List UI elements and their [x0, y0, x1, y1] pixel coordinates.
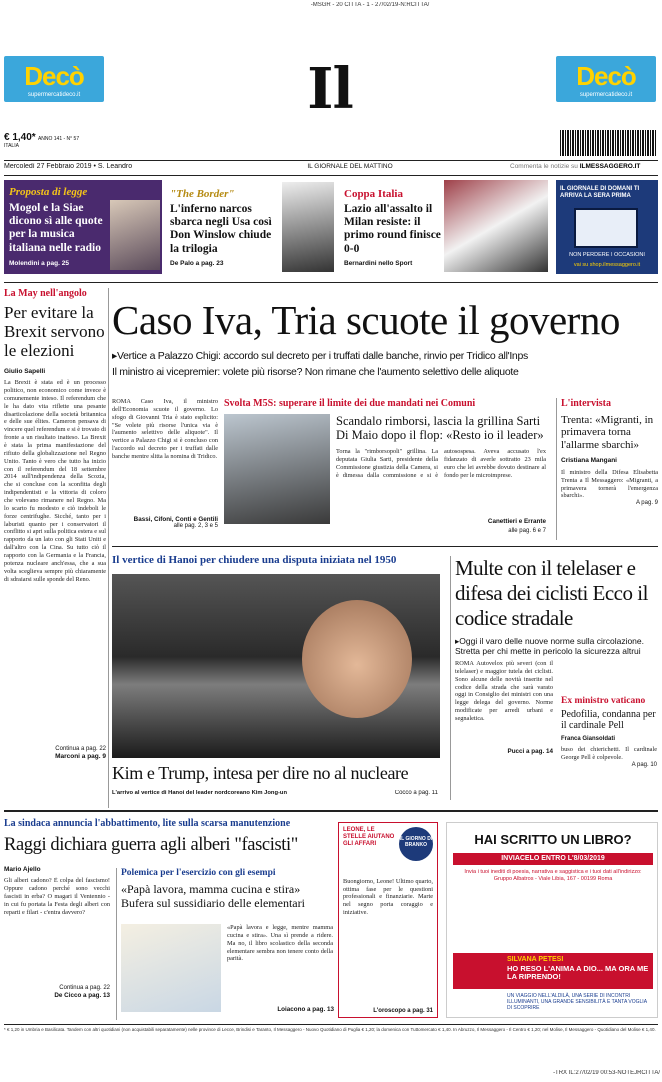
- teaser-byline: De Palo a pag. 23: [170, 260, 224, 267]
- teaser-coppa[interactable]: [340, 180, 550, 274]
- hanoi-kicker: Il vertice di Hanoi per chiudere una disputa iniziata nel 1950: [112, 554, 397, 566]
- rule: [4, 810, 658, 812]
- libro-text: Invia i tuoi inediti di poesia, narrativa e saggistica e i tuoi dati all'indirizzo: Gruppo Albatros - Viale Libia, 167 - 00199 Roma: [464, 869, 642, 883]
- raggi-byline[interactable]: De Cicco a pag. 13: [54, 992, 110, 1000]
- libro-footer: UN VIAGGIO NELL'ALDILÀ, UNA SERIE DI INCONTRI ILLUMINANTI, UNA GRANDE SENSIBILITÀ E TANTA VOGLIA DI SCOPRIRE: [507, 993, 647, 1011]
- oroscopo-box[interactable]: [338, 822, 438, 1018]
- teaser-byline: Molendini a pag. 25: [9, 260, 69, 267]
- m5s-pages[interactable]: alle pag. 6 e 7: [508, 528, 546, 534]
- rule: [112, 546, 658, 547]
- shop-offer: NON PERDERE I OCCASIONI: [569, 252, 645, 258]
- rule: [4, 282, 658, 283]
- mogol-photo: [110, 200, 160, 270]
- pell-box[interactable]: [561, 696, 657, 796]
- pell-page[interactable]: A pag. 10: [631, 761, 657, 768]
- anno: ANNO 141 - N° 57: [37, 136, 80, 142]
- teaser-title: Mogol e la Siae dicono sì alle quote per la musica italiana nelle radio: [9, 202, 103, 254]
- main-sub2: Il ministro ai vicepremier: volete più risorse? Non rimane che l'aumento selettivo delle aliquote: [112, 366, 519, 378]
- teaser-byline: Bernardini nello Sport: [344, 260, 413, 267]
- polemica-title: «Papà lavora, mamma cucina e stira» Bufera sul sussidiario delle elementari: [121, 881, 305, 910]
- book-photo: [121, 924, 221, 1012]
- teaser-shop[interactable]: [556, 180, 658, 274]
- deco-url: supermercatideco.it: [579, 91, 633, 98]
- italia: ITALIA: [4, 142, 19, 149]
- column-rule: [108, 288, 109, 808]
- raggi-author: Mario Ajello: [4, 866, 41, 873]
- multe-sub: ▸Oggi il varo delle nuove norme sulla circolazione. Stretta per chi mette in pericolo la sicurezza altrui: [455, 635, 645, 656]
- intervista-kicker: L'intervista: [561, 398, 611, 409]
- oroscopo-kicker: LEONE, LE STELLE AIUTANO GLI AFFARI: [343, 827, 395, 847]
- shop-title: IL GIORNALE DI DOMANI TI ARRIVA LA SERA PRIMA: [560, 186, 640, 200]
- main-title[interactable]: Caso Iva, Tria scuote il governo: [112, 297, 620, 343]
- comment-text: Commenta le notizie su: [510, 163, 578, 170]
- teaser-mogol[interactable]: [4, 180, 162, 274]
- branko-badge: IL GIORNO DI BRANKO: [399, 827, 433, 861]
- pell-author: Franca Giansoldati: [561, 735, 616, 742]
- kim-face: [302, 600, 412, 718]
- polemica-body: «Papà lavora e legge, mentre mamma cucina e stira». Una sì prende a ridere. Ma no, il libro scolastico della seconda elementare sembra non tenere conto della parità.: [227, 924, 333, 963]
- lead-continua[interactable]: Continua a pag. 22: [55, 746, 106, 753]
- m5s-story[interactable]: [224, 398, 546, 540]
- tablet-icon: [574, 208, 638, 248]
- lead-kicker: La May nell'angolo: [4, 288, 87, 299]
- raggi-continua[interactable]: Continua a pag. 22: [59, 985, 110, 992]
- bottom-line: -TRX IL:27/02/19 00:53-NOTEJRCITTA/: [553, 1070, 660, 1076]
- deco-ad-right[interactable]: [556, 56, 656, 102]
- multe-story[interactable]: [450, 556, 658, 800]
- hanoi-caption: L'arrivo al vertice di Hanoi del leader nordcoreano Kim Jong-un: [112, 790, 288, 796]
- hanoi-title[interactable]: Kim e Trump, intesa per dire no al nucleare: [112, 763, 409, 783]
- intervista-body: Il ministro della Difesa Elisabetta Trenta a Il Messaggero: «Migranti, a primavera tornerà l'emergenza sbarchi».: [561, 468, 658, 500]
- teaser-border[interactable]: [166, 180, 336, 274]
- raggi-title[interactable]: Raggi dichiara guerra agli alberi "fascisti": [4, 835, 298, 855]
- site-link[interactable]: ILMESSAGGERO.IT: [579, 163, 641, 170]
- football-photo: [444, 180, 548, 272]
- footnote: * € 1,20 in Umbria e Basilicata. Tandem con altri quotidiani (non acquistabili separatamente) nelle province di Lecce, Brindisi e Taranto, Il Messaggero - Nuovo Quotidiano di Puglia € 1,20; la domenica con Tuttomercato € 1,40. In Abruzzo, Il Messaggero - Il Centro € 1,20; nel Molise, Il Messaggero - Quotidiano del Molise € 1,40.: [4, 1027, 656, 1032]
- deco-url: supermercatideco.it: [27, 91, 81, 98]
- libro-deadline: INVIACELO ENTRO L'8/03/2019: [453, 853, 653, 865]
- m5s-body: Torna la "rimborsopoli" grillina. La deputata Giulia Sarti, presidente della Commissione giustizia della Camera, si è dimessa dalla commissione e si è autosospesa. Aveva accusato l'ex fidanzato di averle sottratto 23 mila euro che lei avrebbe dovuto destinare al fondo per le microimprese.: [336, 448, 546, 479]
- deco-ad-left[interactable]: [4, 56, 104, 102]
- intervista-story[interactable]: [556, 398, 658, 540]
- intervista-title: Trenta: «Migranti, in primavera torna l'allarme sbarchi»: [561, 413, 654, 451]
- polemica-story[interactable]: [116, 868, 334, 1020]
- multe-body: ROMA Autovelox più severi (con il telelaser) e maggior tutela dei ciclisti. Sono alcune delle novità inserite nel codice della strada che sarà varato oggi in Consiglio dei ministri con una legge delega del governo. Norme modificate per arredi urbani e segnaletica.: [455, 659, 553, 722]
- shop-link[interactable]: vai su shop.ilmessaggero.it: [573, 262, 641, 268]
- main-sub1: ▸Vertice a Palazzo Chigi: accordo sul decreto per i truffati dalle banche, rinvio per Tridico all'Inps: [112, 350, 528, 362]
- kim-photo[interactable]: [112, 574, 440, 758]
- lead-page[interactable]: Marconi a pag. 9: [55, 752, 106, 760]
- main-body-col: [112, 398, 218, 538]
- lead-column: [4, 288, 106, 808]
- price-block: [4, 132, 114, 158]
- libro-contest: SILVANA PETESI: [507, 956, 564, 963]
- oroscopo-page[interactable]: L'oroscopo a pag. 31: [373, 1007, 433, 1014]
- pell-title: Pedofilia, condanna per il cardinale Pell: [561, 708, 656, 732]
- tagline: IL GIORNALE DEL MATTINO: [307, 163, 393, 170]
- multe-title: Multe con il telelaser e difesa dei ciclisti Ecco il codice stradale: [455, 556, 648, 631]
- polemica-byline[interactable]: Loiacono a pag. 13: [277, 1006, 334, 1013]
- libro-contest-sub: HO RESO L'ANIMA A DIO... MA ORA ME LA RIPRENDO!: [507, 964, 649, 982]
- libro-title: HAI SCRITTO UN LIBRO?: [474, 832, 632, 847]
- teaser-kicker: "The Border": [170, 188, 235, 200]
- price: € 1,40*: [4, 132, 36, 143]
- sarti-photo: [224, 414, 330, 524]
- deco-logo: Decò: [24, 61, 84, 91]
- teaser-kicker: Coppa Italia: [344, 188, 403, 200]
- deco-logo: Decò: [576, 61, 636, 91]
- teaser-kicker: Proposta di legge: [9, 186, 88, 198]
- lead-title[interactable]: Per evitare la Brexit servono le elezioni: [4, 302, 105, 360]
- raggi-body: Gli alberi cadono? È colpa del fascismo! Oppure cadono perché sono vecchi fascisti in erba? O magari il Ventennio - in cui fu portata la Festa degli alberi con reparti e filari - c'entra davvero?: [4, 877, 110, 916]
- pell-body: buso dei chierichetti. Il cardinale George Pell è colpevole.: [561, 745, 657, 761]
- comment-link[interactable]: [510, 163, 660, 173]
- multe-byline[interactable]: Pucci a pag. 14: [507, 747, 553, 755]
- masthead-title[interactable]: Il: [307, 56, 353, 122]
- pell-kicker: Ex ministro vaticano: [561, 696, 646, 706]
- m5s-title: Scandalo rimborsi, lascia la grillina Sarti Di Maio dopo il flop: «Resto io il leader»: [336, 414, 544, 443]
- polemica-kicker: Polemica per l'esercizio con gli esempi: [121, 868, 276, 878]
- barcode: [560, 130, 656, 156]
- m5s-kicker: Svolta M5S: superare il limite dei due mandati nei Comuni: [224, 398, 476, 409]
- intervista-page[interactable]: A pag. 9: [635, 500, 658, 507]
- lead-author: Giulio Sapelli: [4, 367, 46, 375]
- main-byline: Bassi, Cifoni, Conti e Gentili: [133, 516, 218, 523]
- teaser-title: Lazio all'assalto il Milan resiste: il primo round finisce 0-0: [344, 203, 441, 255]
- teaser-title: L'inferno narcos sbarca negli Usa così Don Winslow chiude la trilogia: [170, 203, 272, 255]
- oroscopo-body: Buongiorno, Leone! Ultimo quarto, ottima fase per le questioni professionali e finanziarie. Marte nel segno porta coraggio e iniziative.: [343, 877, 433, 917]
- libro-ad[interactable]: [446, 822, 658, 1018]
- winslow-photo: [282, 182, 334, 272]
- hanoi-byline[interactable]: Cocco a pag. 11: [394, 790, 438, 796]
- raggi-col: [4, 866, 110, 1018]
- lead-body: La Brexit è stata ed è un processo politico, non economico come invece è comunemente inteso. Il referendum che le ha dato vita riflette una pesante disarticolazione della società britannica e delle sue élites. Cameron pensava di vincere quel referendum e si è trovato di fronte a un risultato inatteso. La Brexit è stata la prima manifestazione del rifiuto della globalizzazione nel Regno Unito. Tanto è vero che tutto ha inizio con il referendum del 18 settembre 2014 sull'indipendenza della Scozia, che si concluse con la sconfitta degli indipendentisti e la vittoria di coloro che volevano rimanere nel Regno. Ma lo scarto fu modesto e ciò indeboli le forze centrifughe. Sicché, tanto per i laburisti quanto per i conservatori il conflitto si apri sulla politica estera e sul rapporto da un lato con gli Stati Uniti e dall'altro con la Cina. Su tutto ciò il rapporto con la Germania e la Francia, potenza nucleare anch'essa, che a sua volta sceglieva sempre più chiaramente di sdraiarsi sulle sponde del Reno.: [4, 379, 106, 583]
- raggi-kicker: La sindaca annuncia l'abbattimento, lite sulla scarsa manutenzione: [4, 818, 291, 829]
- main-pages[interactable]: alle pag. 2, 3 e 5: [173, 523, 218, 530]
- intervista-author: Cristiana Mangani: [561, 457, 617, 465]
- m5s-byline: Canettieri e Errante: [487, 518, 546, 525]
- rule: [4, 1024, 658, 1025]
- main-body: ROMA Caso Iva, il ministro dell'Economia scuote il governo. Lo sfogo di Giovanni Tria è stato esplicito: "Se volete più risorse l'unica via è l'aumento selettivo delle aliquote". Il vertice a Palazzo Chigi si è concluso con l'accordo sul decreto per i truffati dalle banche mentre slitta la nomina di Tridico.: [112, 398, 218, 461]
- rule: [4, 160, 658, 161]
- date: Mercoledì 27 Febbraio 2019 • S. Leandro: [4, 163, 133, 170]
- edition-line: -MSGR - 20 CITTA - 1 - 27/02/19-N:RCITTA/: [310, 2, 430, 8]
- rule: [4, 175, 658, 176]
